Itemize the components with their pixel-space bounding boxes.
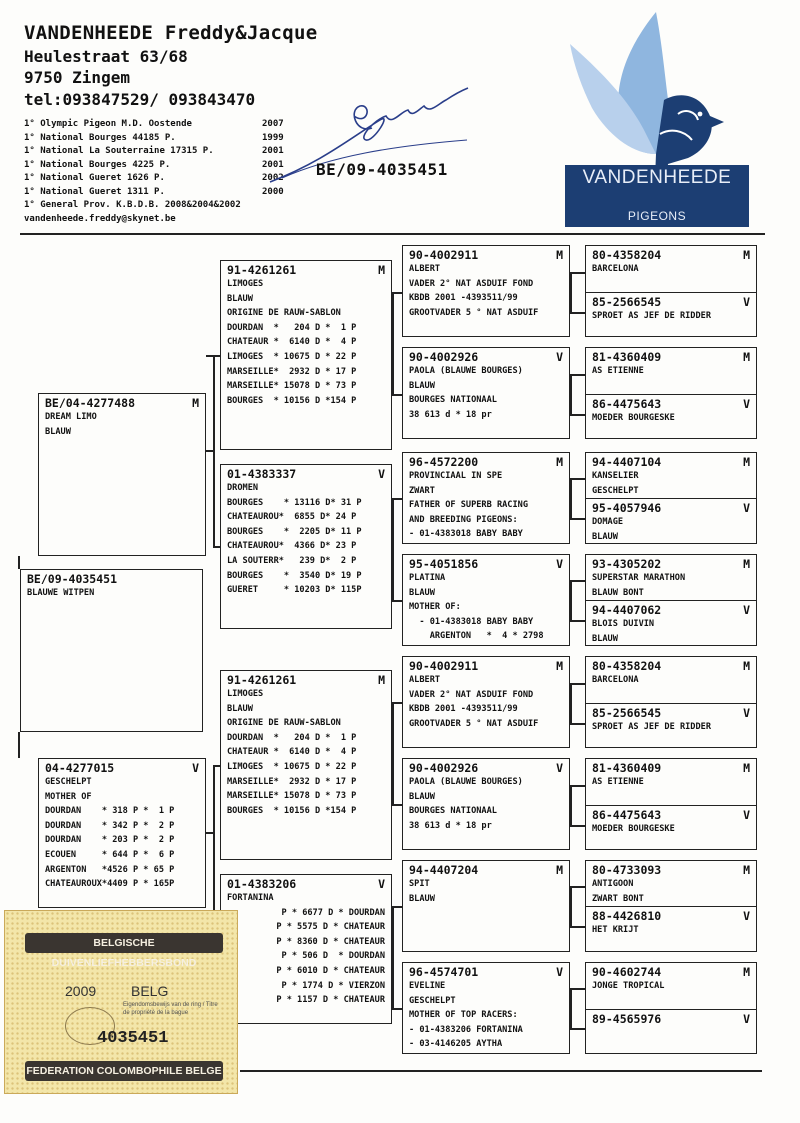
breeder-email[interactable]: vandenheede.freddy@skynet.be [24, 213, 176, 224]
connector [213, 765, 221, 767]
certificate-top-band: BELGISCHE DUIVENLIEFHEBBERSBOND [25, 933, 223, 953]
connector [392, 906, 394, 1008]
certificate-year: 2009 [65, 983, 97, 999]
connector [570, 374, 585, 376]
connector [18, 732, 20, 758]
breeder-phone: tel:093847529/ 093843470 [24, 90, 256, 109]
grandparent-box-6: 90-4002926 V PAOLA (BLAUWE BOURGES) BLAUW BOURGES NATIONAAL 38 613 d * 18 pr [402, 758, 570, 850]
great-grandparent-pair-1: 80-4358204 M BARCELONA 85-2566545 V SPROET AS JEF DE RIDDER [585, 245, 757, 337]
grandparent-box-7: 94-4407204 M SPIT BLAUW [402, 860, 570, 952]
sire-sire-box: 91-4261261 M LIMOGES BLAUW ORIGINE DE RAUW-SABLON DOURDAN * 204 D * 1 P CHATEAUR * 6140 D * 4 P LIMOGES * 10675 D * 22 P MARSEILLE* 2932 D * 17 P MARSEILLE* 15078 D * 73 P BOURGES * 10156 D *154 P [220, 260, 392, 450]
connector [570, 312, 585, 314]
grandparent-box-2: 90-4002926 V PAOLA (BLAUWE BOURGES) BLAUW BOURGES NATIONAAL 38 613 d * 18 pr [402, 347, 570, 439]
connector [392, 292, 402, 294]
great-grandparent-pair-8: 90-4602744 M JONGE TROPICAL 89-4565976 V [585, 962, 757, 1054]
connector [570, 580, 572, 620]
connector [570, 272, 585, 274]
great-grandparent-pair-6: 81-4360409 M AS ETIENNE 86-4475643 V MOEDER BOURGESKE [585, 758, 757, 850]
logo-title: VANDENHEEDE [582, 167, 732, 188]
grandparent-box-1: 90-4002911 M ALBERT VADER 2° NAT ASDUIF FOND KBDB 2001 -4393511/99 GROOTVADER 5 ° NAT ASDUIF [402, 245, 570, 337]
achievement-item: 1° General Prov. K.B.D.B. 2008&2004&2002 [24, 200, 241, 210]
connector [570, 988, 572, 1028]
connector [392, 702, 394, 804]
dam-sire-box: 91-4261261 M LIMOGES BLAUW ORIGINE DE RAUW-SABLON DOURDAN * 204 D * 1 P CHATEAUR * 6140 D * 4 P LIMOGES * 10675 D * 22 P MARSEILLE* 2932 D * 17 P MARSEILLE* 15078 D * 73 P BOURGES * 10156 D *154 P [220, 670, 392, 860]
connector [206, 832, 214, 834]
connector [570, 785, 585, 787]
grandparent-box-5: 90-4002911 M ALBERT VADER 2° NAT ASDUIF FOND KBDB 2001 -4393511/99 GROOTVADER 5 ° NAT ASDUIF [402, 656, 570, 748]
subject-ring-number: BE/09-4035451 [316, 160, 448, 179]
subject-box [20, 569, 203, 732]
connector [570, 580, 585, 582]
logo-subtitle: PIGEONS [627, 209, 687, 223]
connector [18, 556, 20, 569]
connector [213, 546, 221, 548]
connector [570, 825, 585, 827]
breeder-city: 9750 Zingem [24, 68, 130, 87]
breeder-name: VANDENHEEDE Freddy&Jacque [24, 22, 318, 44]
achievement-item: 1° National Bourges 44185 P. 1999 [24, 132, 284, 143]
connector [392, 1008, 402, 1010]
connector [570, 1028, 585, 1030]
connector [392, 600, 402, 602]
breeder-street: Heulestraat 63/68 [24, 47, 188, 66]
connector [570, 478, 585, 480]
grandparent-box-3: 96-4572200 M PROVINCIAAL IN SPE ZWART FATHER OF SUPERB RACING AND BREEDING PIGEONS: - 01-4383018 BABY BABY [402, 452, 570, 544]
connector [570, 785, 572, 825]
connector [570, 886, 585, 888]
sire-dam-box: 01-4383337 V DROMEN BOURGES * 13116 D* 31 P CHATEAUROU* 6855 D* 24 P BOURGES * 2205 D* 11 P CHATEAUROU* 4366 D* 23 P LA SOUTERR* 239 D* 2 P BOURGES * 3540 D* 19 P GUERET * 10203 D* 115P [220, 464, 392, 629]
dam-dam-box: 01-4383206 V FORTANINA P * 6677 D * DOURDAN P * 5575 D * CHATEAUR P * 8360 D * CHATEAUR P * 506 D * DOURDAN P * 6010 D * CHATEAUR P * 1774 D * VIERZON P * 1157 D * CHATEAUR [220, 874, 392, 1024]
connector [570, 414, 585, 416]
connector [570, 988, 585, 990]
ring-number: BE/09-4035451 [27, 572, 118, 586]
great-grandparent-pair-7: 80-4733093 M ANTIGOON ZWART BONT 88-4426810 V HET KRIJT [585, 860, 757, 952]
connector [570, 683, 585, 685]
connector [392, 906, 402, 908]
certificate-bottom-band: FEDERATION COLOMBOPHILE BELGE [25, 1061, 223, 1081]
great-grandparent-pair-2: 81-4360409 M AS ETIENNE 86-4475643 V MOEDER BOURGESKE [585, 347, 757, 439]
ring-certificate-card [4, 910, 238, 1094]
grandparent-box-8: 96-4574701 V EVELINE GESCHELPT MOTHER OF TOP RACERS: - 01-4383206 FORTANINA - 03-4146205 AYTHA [402, 962, 570, 1054]
connector [570, 272, 572, 312]
great-grandparent-pair-4: 93-4305202 M SUPERSTAR MARATHON BLAUW BONT 94-4407062 V BLOIS DUIVIN BLAUW [585, 554, 757, 646]
ring-number: 04-4277015 [45, 761, 115, 775]
connector [206, 450, 214, 452]
certificate-ring-number: 4035451 [97, 1029, 169, 1048]
sire-box: BE/04-4277488 M DREAM LIMO BLAUW [38, 393, 206, 556]
footer-divider [240, 1070, 762, 1072]
achievement-item: 1° National Gueret 1311 P. 2000 [24, 186, 284, 197]
achievement-item: 1° National Gueret 1626 P. 2002 [24, 173, 284, 183]
connector [392, 498, 394, 600]
certificate-country: BELG [131, 983, 169, 999]
connector [570, 478, 572, 518]
achievement-item: 1° National La Souterraine 17315 P. 2001 [24, 146, 284, 156]
great-grandparent-pair-5: 80-4358204 M BARCELONA 85-2566545 V SPROET AS JEF DE RIDDER [585, 656, 757, 748]
grandparent-box-4: 95-4051856 V PLATINA BLAUW MOTHER OF: - 01-4383018 BABY BABY ARGENTON * 4 * 2798 [402, 554, 570, 646]
pigeon-color: BLAUWE WITPEN [27, 588, 95, 598]
achievement-item: 1° National Bourges 4225 P. 2001 [24, 159, 284, 170]
connector [570, 723, 585, 725]
great-grandparent-pair-3: 94-4407104 M KANSELIER GESCHELPT 95-4057946 V DOMAGE BLAUW [585, 452, 757, 544]
connector [570, 683, 572, 723]
connector [570, 518, 585, 520]
connector [570, 926, 585, 928]
achievements-list [24, 118, 294, 226]
connector [392, 702, 402, 704]
connector [392, 394, 402, 396]
achievement-item: 1° Olympic Pigeon M.D. Oostende 2007 [24, 119, 284, 129]
connector [392, 804, 402, 806]
logo-banner [565, 165, 749, 227]
dam-box: 04-4277015 V GESCHELPT MOTHER OF DOURDAN * 318 P * 1 P DOURDAN * 342 P * 2 P DOURDAN * 203 P * 2 P ECOUEN * 644 P * 6 P ARGENTON *4526 P * 65 P CHATEAUROUX*4409 P * 165P [38, 758, 206, 908]
ring-number: BE/04-4277488 [45, 396, 136, 410]
connector [570, 886, 572, 926]
header-divider [20, 233, 765, 235]
connector [570, 374, 572, 414]
connector [213, 355, 221, 357]
connector [570, 620, 585, 622]
certificate-small-text: Eigendomsbewijs van de ring / Titre de propriété de la bague [123, 1002, 218, 1016]
connector [392, 292, 394, 394]
connector [392, 498, 402, 500]
